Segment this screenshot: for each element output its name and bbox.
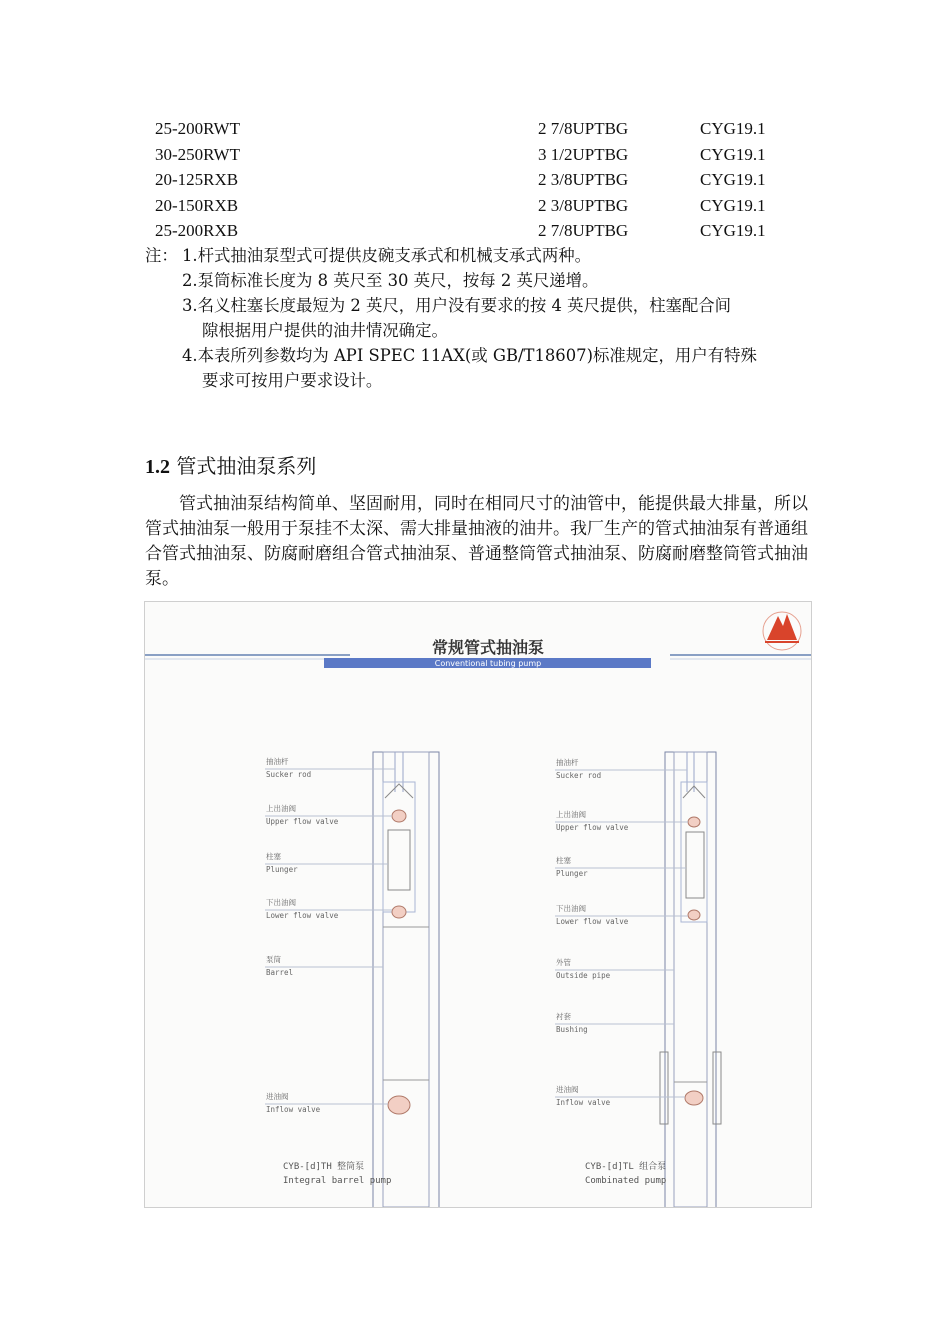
pump-diagram (145, 602, 811, 1207)
section-number: 1.2 (145, 456, 170, 478)
right-caption-model: CYB-[d]TL 组合泵 (585, 1162, 667, 1172)
label-bushing-cn: 衬套 (556, 1012, 571, 1021)
standard-cell: CYG19.1 (700, 119, 766, 138)
left-labels (266, 756, 339, 1114)
section-paragraph: 管式抽油泵结构简单、坚固耐用，同时在相同尺寸的油管中，能提供最大排量，所以管式抽油泵一般用于泵挂不太深、需大排量抽液的油井。我厂生产的管式抽油泵有普通组合管式抽油泵、防腐耐磨组合管式抽油泵、普通整筒管式抽油泵、防腐耐磨整筒管式抽油泵。 (145, 494, 808, 589)
notes (145, 243, 825, 393)
right-caption-en: Combinated pump (585, 1176, 667, 1186)
model-cell: 30-250RWT (155, 144, 240, 164)
label-plunger-en: Plunger (266, 865, 298, 874)
label-inflow-valve-en: Inflow valve (266, 1105, 321, 1114)
label-barrel-en: Barrel (266, 968, 294, 977)
table-row (155, 167, 795, 193)
label-inflow-valve-cn: 进油阀 (556, 1085, 579, 1094)
note-2 (145, 268, 825, 293)
note-3-text: 3.名义柱塞长度最短为 2 英尺，用户没有要求的按 4 英尺提供，柱塞配合间 (182, 296, 732, 315)
label-upper-valve-cn: 上出油阀 (556, 810, 586, 819)
label-lower-valve-cn: 下出油阀 (556, 904, 586, 913)
company-logo-icon (763, 612, 801, 650)
table-row (155, 218, 795, 244)
label-plunger-cn: 柱塞 (266, 852, 281, 861)
notes-label: 注： (145, 246, 178, 265)
pump-figure (144, 601, 812, 1208)
left-caption-model: CYB-[d]TH 整筒泵 (283, 1162, 365, 1172)
note-1-text: 1.杆式抽油泵型式可提供皮碗支承式和机械支承式两种。 (182, 246, 592, 265)
label-upper-valve-cn: 上出油阀 (266, 804, 296, 813)
table-row (155, 142, 795, 168)
upper-flow-valve-icon (392, 810, 406, 822)
label-plunger-en: Plunger (556, 869, 588, 878)
left-caption-en: Integral barrel pump (283, 1176, 392, 1186)
right-labels (556, 757, 629, 1107)
upper-flow-valve-icon (688, 817, 700, 827)
label-lower-valve-en: Lower flow valve (266, 911, 339, 920)
note-1 (145, 243, 825, 268)
note-4-text: 4.本表所列参数均为 API SPEC 11AX(或 GB/T18607)标准规定，用户有特殊 (182, 346, 757, 365)
label-sucker-rod-cn: 抽油杆 (556, 758, 579, 767)
table-row (155, 193, 795, 219)
tubing-cell: 3 1/2UPTBG (538, 144, 629, 164)
label-sucker-rod-en: Sucker rod (266, 770, 312, 779)
section-title: 管式抽油泵系列 (176, 454, 317, 478)
lower-flow-valve-icon (392, 906, 406, 918)
standard-cell: CYG19.1 (700, 170, 766, 190)
right-leader-lines (555, 770, 688, 1097)
inflow-valve-icon (685, 1091, 703, 1105)
integral-barrel-pump-drawing (373, 752, 439, 1207)
table-row (155, 116, 795, 142)
section-heading (145, 450, 316, 479)
standard-cell: CYG19.1 (700, 195, 766, 215)
label-upper-valve-en: Upper flow valve (556, 823, 629, 832)
inflow-valve-icon (388, 1096, 410, 1114)
model-cell: 20-125RXB (155, 170, 239, 190)
note-2-text: 2.泵筒标准长度为 8 英尺至 30 英尺，按每 2 英尺递增。 (182, 271, 599, 290)
model-cell: 20-150RXB (155, 195, 239, 215)
figure-title-en: Conventional tubing pump (434, 659, 542, 668)
note-4-continuation: 要求可按用户要求设计。 (202, 371, 383, 390)
tubing-cell: 2 3/8UPTBG (538, 195, 629, 215)
tubing-cell: 2 7/8UPTBG (538, 221, 629, 241)
label-outside-pipe-en: Outside pipe (556, 971, 611, 980)
model-cell: 25-200RWT (155, 119, 240, 138)
pump-spec-table (155, 116, 795, 244)
tubing-cell: 2 3/8UPTBG (538, 170, 629, 190)
label-lower-valve-en: Lower flow valve (556, 917, 629, 926)
lower-flow-valve-icon (688, 910, 700, 920)
model-cell: 25-200RXB (155, 221, 239, 241)
label-barrel-cn: 泵筒 (266, 955, 281, 964)
note-3-continuation: 隙根据用户提供的油井情况确定。 (202, 321, 448, 340)
label-sucker-rod-cn: 抽油杆 (266, 757, 289, 766)
label-bushing-en: Bushing (556, 1025, 588, 1034)
label-lower-valve-cn: 下出油阀 (266, 898, 296, 907)
label-inflow-valve-en: Inflow valve (556, 1098, 611, 1107)
label-sucker-rod-en: Sucker rod (556, 771, 602, 780)
label-outside-pipe-cn: 外管 (556, 958, 571, 967)
tubing-cell: 2 7/8UPTBG (538, 119, 629, 138)
standard-cell: CYG19.1 (700, 144, 766, 164)
figure-title-cn: 常规管式抽油泵 (431, 638, 545, 657)
standard-cell: CYG19.1 (700, 221, 766, 241)
note-4 (145, 343, 825, 393)
note-3 (145, 293, 825, 343)
label-plunger-cn: 柱塞 (556, 856, 571, 865)
label-inflow-valve-cn: 进油阀 (266, 1092, 289, 1101)
label-upper-valve-en: Upper flow valve (266, 817, 339, 826)
